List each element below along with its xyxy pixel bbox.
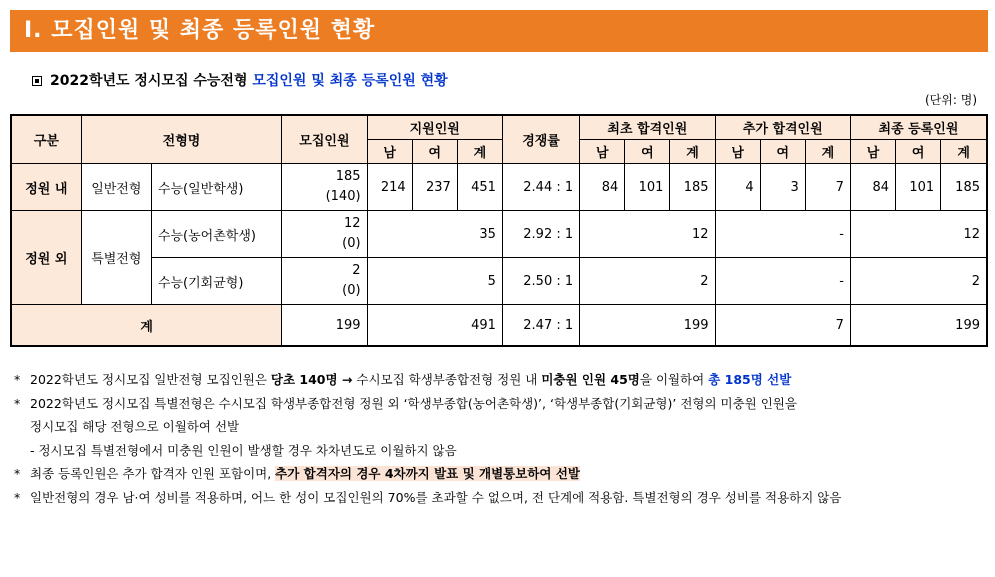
- asterisk-icon: *: [14, 466, 21, 481]
- row-group: 정원 내: [11, 164, 81, 211]
- header-male: 남: [367, 140, 412, 164]
- header-male: 남: [715, 140, 760, 164]
- cell-final-total: 12: [850, 211, 987, 258]
- subtitle-prefix: 2022학년도 정시모집 수능전형: [50, 73, 248, 89]
- cell-final-total: 2: [850, 258, 987, 305]
- header-female: 여: [896, 140, 941, 164]
- subtitle-highlight: 모집인원 및 최종 등록인원 현황: [252, 73, 448, 89]
- header-extra-pass: 추가 합격인원: [715, 115, 850, 140]
- admission-table: [10, 114, 988, 347]
- cell-app-total: 451: [457, 164, 502, 211]
- cell-final-female: 101: [896, 164, 941, 211]
- table-subtitle: [32, 70, 448, 90]
- table-row: [11, 258, 987, 305]
- row-name: 수능(기회균형): [151, 258, 281, 305]
- cell-final-male: 84: [850, 164, 895, 211]
- header-female: 여: [412, 140, 457, 164]
- header-quota: 모집인원: [282, 115, 367, 164]
- header-male: 남: [850, 140, 895, 164]
- total-first: 199: [580, 305, 715, 347]
- header-first-pass: 최초 합격인원: [580, 115, 715, 140]
- footnotes: [14, 368, 841, 509]
- total-quota: 199: [282, 305, 367, 347]
- asterisk-icon: *: [14, 489, 21, 505]
- cell-ratio: 2.92 : 1: [502, 211, 579, 258]
- cell-extra-total: 7: [805, 164, 850, 211]
- table-row: [11, 164, 987, 211]
- total-app: 491: [367, 305, 502, 347]
- table-row: [11, 211, 987, 258]
- cell-first-total: 2: [580, 258, 715, 305]
- footnote-4: * 일반전형의 경우 남·여 성비를 적용하며, 어느 한 성이 모집인원의 70%를 초과할 수 없으며, 전 단계에 적용함. 특별전형의 경우 성비를 적용하지 않음: [14, 486, 841, 510]
- asterisk-icon: *: [14, 372, 21, 387]
- row-quota: 185 (140): [282, 164, 367, 211]
- header-type-name: 전형명: [81, 115, 282, 164]
- square-bullet-icon: [32, 76, 42, 86]
- cell-first-female: 101: [625, 164, 670, 211]
- row-group: 정원 외: [11, 211, 81, 305]
- footnote-2-sub: - 정시모집 특별전형에서 미충원 인원이 발생할 경우 차차년도로 이월하지 않음: [30, 442, 457, 458]
- total-label: 계: [11, 305, 282, 347]
- cell-app-male: 214: [367, 164, 412, 211]
- row-quota: 12 (0): [282, 211, 367, 258]
- row-name: 수능(일반학생): [151, 164, 281, 211]
- header-male: 남: [580, 140, 625, 164]
- total-row: [11, 305, 987, 347]
- row-name: 수능(농어촌학생): [151, 211, 281, 258]
- cell-extra-total: -: [715, 258, 850, 305]
- footnote-2: * 2022학년도 정시모집 특별전형은 수시모집 학생부종합전형 정원 외 ‘학생부종합(농어촌학생)’, ‘학생부종합(기회균형)’ 전형의 미충원 인원을: [14, 392, 841, 416]
- cell-extra-female: 3: [760, 164, 805, 211]
- header-final-reg: 최종 등록인원: [850, 115, 987, 140]
- footnote-1: * 2022학년도 정시모집 일반전형 모집인원은 당초 140명 → 수시모집 학생부종합전형 정원 내 미충원 인원 45명을 이월하여 총 185명 선발: [14, 368, 841, 392]
- cell-extra-male: 4: [715, 164, 760, 211]
- footnote-3: * 최종 등록인원은 추가 합격자 인원 포함이며, 추가 합격자의 경우 4차까지 발표 및 개별통보하여 선발: [14, 462, 841, 486]
- header-total: 계: [941, 140, 987, 164]
- header-total: 계: [457, 140, 502, 164]
- header-female: 여: [760, 140, 805, 164]
- cell-first-total: 185: [670, 164, 715, 211]
- total-final: 199: [850, 305, 987, 347]
- asterisk-icon: *: [14, 395, 21, 411]
- cell-ratio: 2.44 : 1: [502, 164, 579, 211]
- row-type: 일반전형: [81, 164, 151, 211]
- header-female: 여: [625, 140, 670, 164]
- cell-extra-total: -: [715, 211, 850, 258]
- header-total: 계: [670, 140, 715, 164]
- cell-ratio: 2.50 : 1: [502, 258, 579, 305]
- total-ratio: 2.47 : 1: [502, 305, 579, 347]
- row-type: 특별전형: [81, 211, 151, 305]
- header-total: 계: [805, 140, 850, 164]
- header-competition: 경쟁률: [502, 115, 579, 164]
- section-banner: [10, 10, 988, 52]
- total-extra: 7: [715, 305, 850, 347]
- header-category: 구분: [11, 115, 81, 164]
- footnote-2-cont: 정시모집 해당 전형으로 이월하여 선발: [30, 419, 240, 434]
- unit-label: (단위: 명): [925, 93, 977, 107]
- section-title: Ⅰ. 모집인원 및 최종 등록인원 현황: [24, 18, 376, 43]
- cell-first-total: 12: [580, 211, 715, 258]
- cell-app-total: 5: [367, 258, 502, 305]
- row-quota: 2 (0): [282, 258, 367, 305]
- cell-app-total: 35: [367, 211, 502, 258]
- cell-app-female: 237: [412, 164, 457, 211]
- header-applicants: 지원인원: [367, 115, 502, 140]
- cell-final-total: 185: [941, 164, 987, 211]
- cell-first-male: 84: [580, 164, 625, 211]
